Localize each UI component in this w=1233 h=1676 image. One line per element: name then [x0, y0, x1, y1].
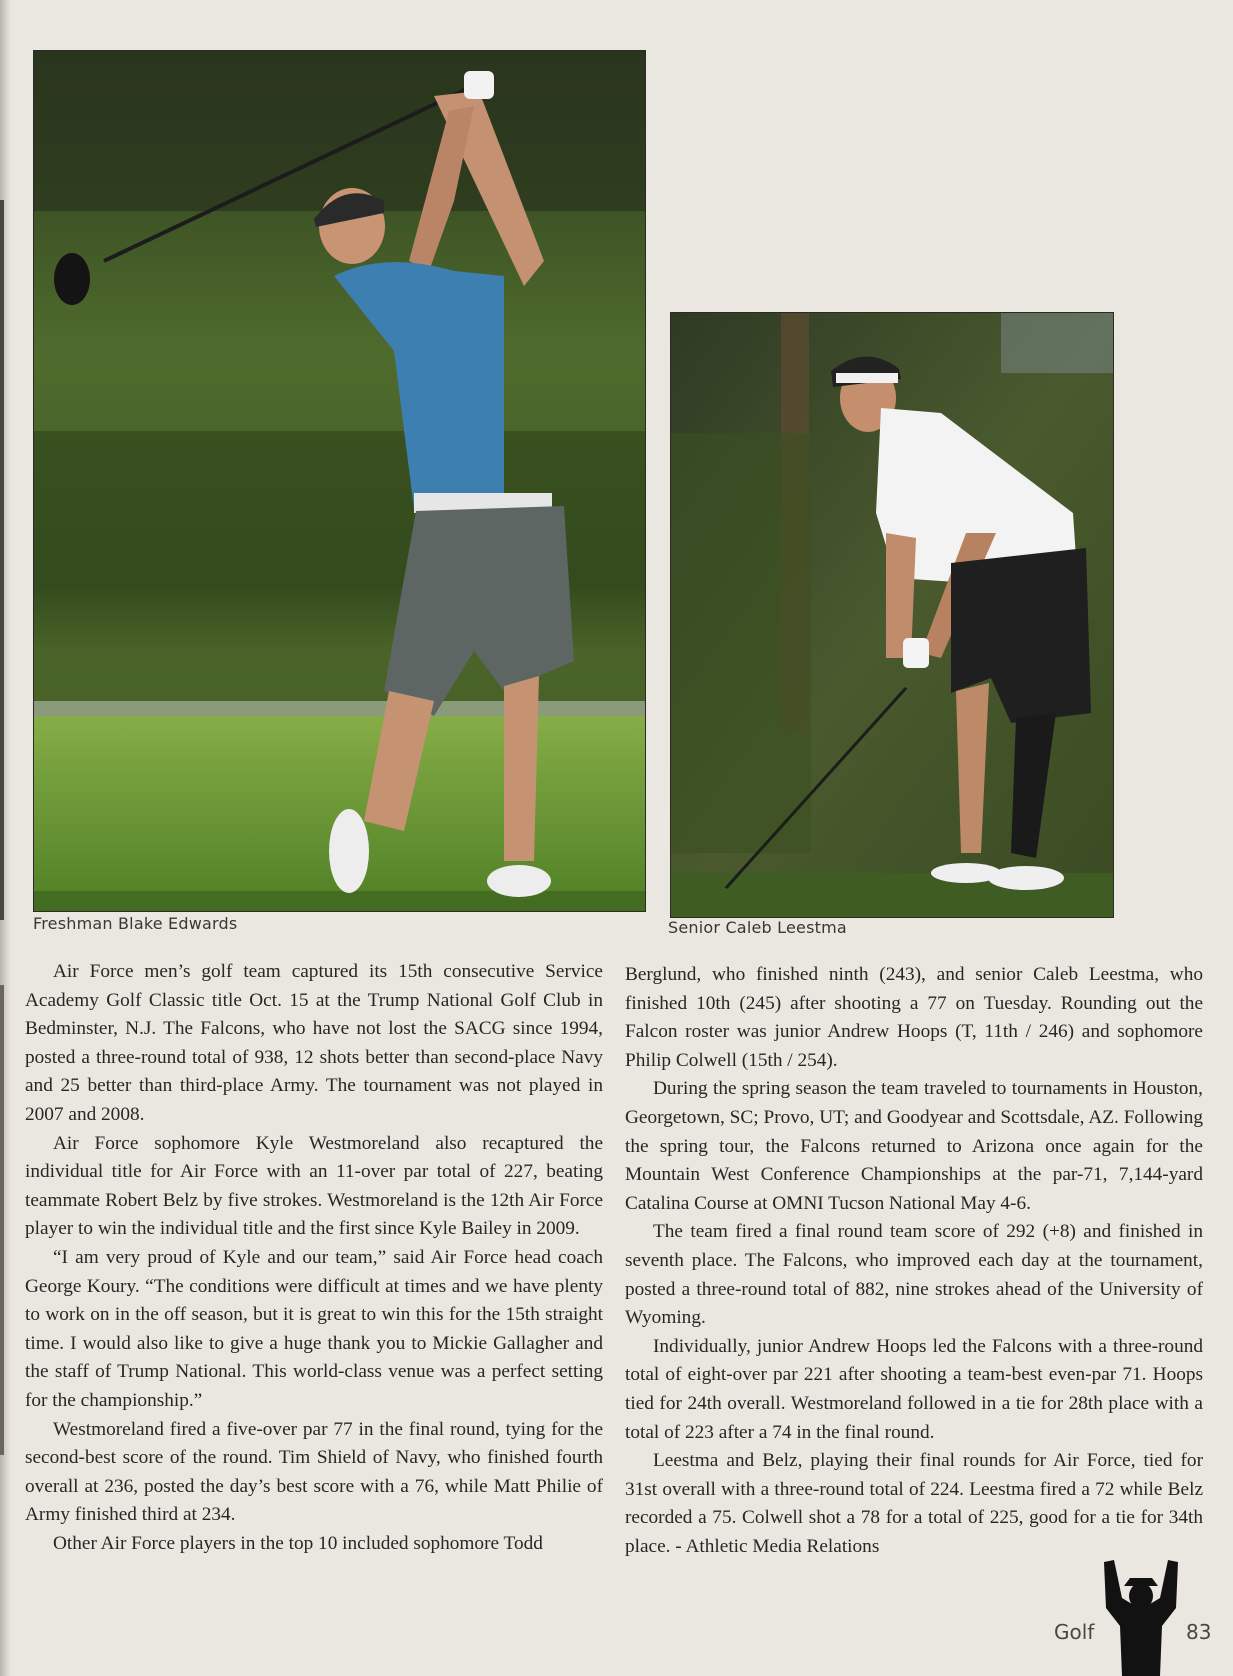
photo-golfer-chip: [670, 312, 1114, 918]
article-column-left: [25, 958, 603, 1558]
photo-golfer-swing: [33, 50, 646, 912]
page-number: 83: [1186, 1620, 1212, 1644]
article-paragraph: During the spring season the team traveled to tournaments in Houston, Georgetown, SC; Provo, UT; and Goodyear and Scottsdale, AZ. Following the spring tour, the Falcons returned to Arizona once again for the Mountain West Conference Championships at the par-71, 7,144-yard Catalina Course at OMNI Tucson National May 4-6.: [625, 1078, 1203, 1214]
article-paragraph: Leestma and Belz, playing their final rounds for Air Force, tied for 31st overall with a three-round total of 224. Leestma fired a 72 while Belz recorded a 75. Colwell shot a 78 for a total of 225, good for a tie for 34th place. - Athletic Media Relations: [625, 1450, 1203, 1557]
photo-caption-right: Senior Caleb Leestma: [668, 918, 847, 937]
article-paragraph: Individually, junior Andrew Hoops led the Falcons with a three-round total of eight-over par 221 after shooting a team-best even-par 71. Hoops tied for 24th overall. Westmoreland followed in a tie for 28th place with a total of 223 after a 74 in the final round.: [625, 1335, 1203, 1443]
article-paragraph: Air Force men’s golf team captured its 15th consecutive Service Academy Golf Classic title Oct. 15 at the Trump National Golf Club in Bedminster, N.J. The Falcons, who have not lost the SACG since 1994, posted a three-round total of 938, 12 shots better than second-place Navy and 25 better than third-place Army. The tournament was not played in 2007 and 2008.: [25, 961, 603, 1125]
binding-mark: [0, 985, 4, 1455]
article-paragraph: Air Force sophomore Kyle Westmoreland also recaptured the individual title for Air Force with an 11-over par total of 227, beating teammate Robert Belz by five strokes. Westmoreland is the 12th Air Force player to win the individual title and the first since Kyle Bailey in 2009.: [25, 1132, 603, 1240]
article-paragraph: The team fired a final round team score of 292 (+8) and finished in seventh place. The Falcons, who improved each day at the tournament, posted a three-round total of 882, nine strokes ahead of the University of Wyoming.: [625, 1221, 1203, 1329]
binding-mark: [0, 200, 4, 920]
article-paragraph: “I am very proud of Kyle and our team,” said Air Force head coach George Koury. “The conditions were difficult at times and we have plenty to work on in the off season, but it is great to win this for the 15th straight time. I would also like to give a huge thank you to Mickie Gallagher and the staff of Trump National. This world-class venue was a perfect setting for the championship.”: [25, 1246, 603, 1411]
photo-caption-left: Freshman Blake Edwards: [33, 914, 238, 933]
article-paragraph: Berglund, who finished ninth (243), and senior Caleb Leestma, who finished 10th (245) after shooting a 77 on Tuesday. Rounding out the Falcon roster was junior Andrew Hoops (T, 11th / 246) and sophomore Philip Colwell (15th / 254).: [625, 964, 1203, 1071]
article-paragraph: Other Air Force players in the top 10 included sophomore Todd: [53, 1532, 543, 1554]
article-paragraph: Westmoreland fired a five-over par 77 in the final round, tying for the second-best score of the round. Tim Shield of Navy, who finished fourth overall at 236, posted the day’s best score with a 76, while Matt Philie of Army finished third at 234.: [25, 1418, 603, 1526]
falcon-mascot-icon: [1092, 1558, 1190, 1676]
article-column-right: [625, 961, 1203, 1561]
footer-section-label: Golf: [1054, 1620, 1095, 1644]
